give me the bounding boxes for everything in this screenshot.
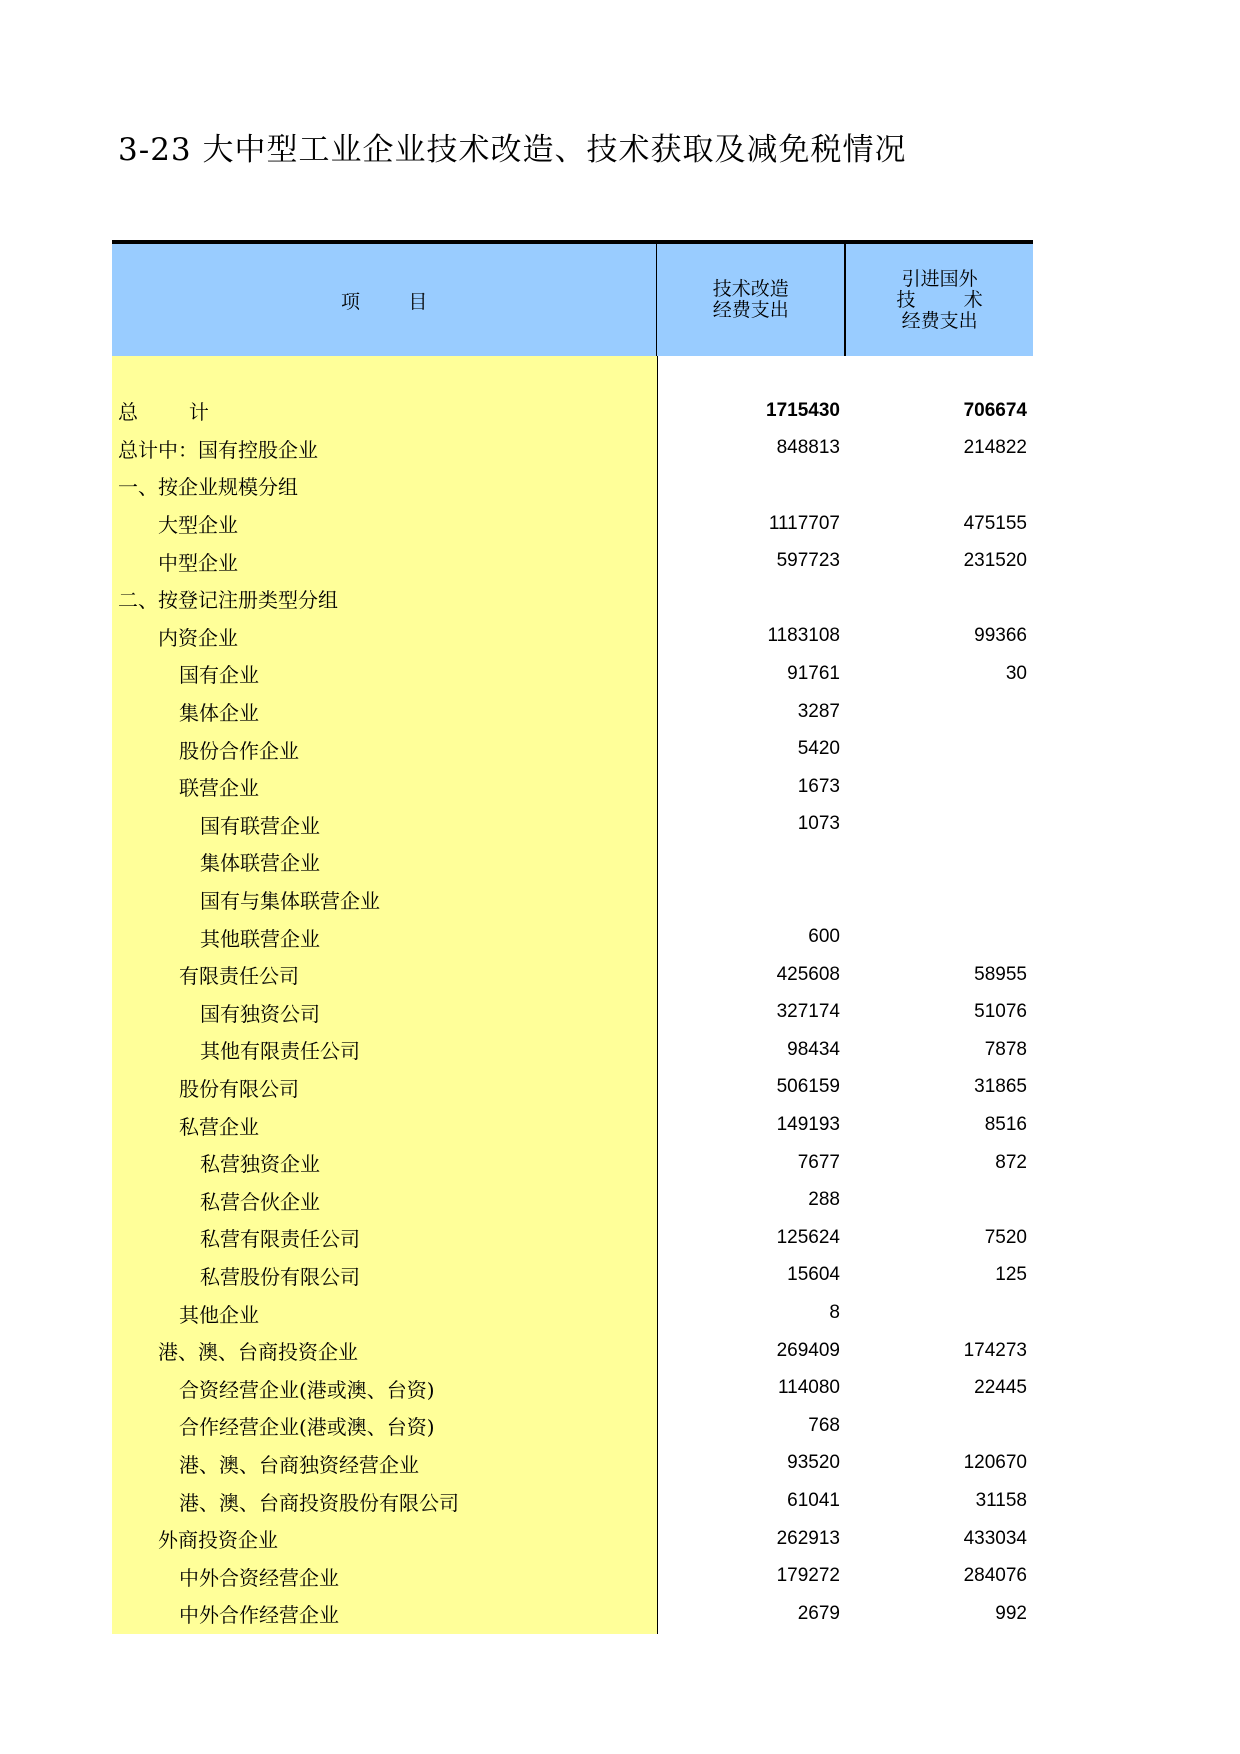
table-row bbox=[112, 693, 1033, 731]
row-label: 集体联营企业 bbox=[200, 851, 320, 876]
tech-renovation-value: 597723 bbox=[776, 550, 840, 572]
foreign-tech-import-value: 58955 bbox=[974, 963, 1027, 985]
tech-renovation-value: 15604 bbox=[787, 1264, 840, 1286]
row-label: 内资企业 bbox=[158, 625, 238, 650]
tech-renovation-value: 125624 bbox=[776, 1226, 840, 1248]
row-label: 股份合作企业 bbox=[179, 738, 299, 763]
table-row bbox=[112, 1557, 1033, 1595]
header-col1-cell bbox=[657, 244, 846, 356]
tech-renovation-value: 114080 bbox=[778, 1377, 840, 1399]
table-row bbox=[112, 1520, 1033, 1558]
row-label: 外商投资企业 bbox=[158, 1528, 278, 1553]
row-label: 私营企业 bbox=[179, 1114, 259, 1139]
foreign-tech-import-value: 8516 bbox=[984, 1114, 1027, 1136]
tech-renovation-value: 768 bbox=[808, 1414, 840, 1436]
table-row bbox=[112, 994, 1033, 1032]
row-label: 大型企业 bbox=[158, 513, 238, 538]
data-table bbox=[112, 240, 1033, 1633]
tech-renovation-value: 288 bbox=[808, 1189, 840, 1211]
foreign-tech-import-value: 22445 bbox=[974, 1377, 1027, 1399]
table-row bbox=[112, 1332, 1033, 1370]
header-col2-cell bbox=[846, 244, 1033, 356]
tech-renovation-value: 425608 bbox=[776, 963, 840, 985]
row-label: 其他联营企业 bbox=[200, 926, 320, 951]
header-item-label: 项 目 bbox=[341, 290, 428, 313]
table-row bbox=[112, 1069, 1033, 1107]
table-row bbox=[112, 392, 1033, 430]
row-label: 私营独资企业 bbox=[200, 1152, 320, 1177]
row-label: 有限责任公司 bbox=[179, 964, 299, 989]
table-row bbox=[112, 730, 1033, 768]
row-label: 总 计 bbox=[118, 400, 209, 425]
table-row bbox=[112, 956, 1033, 994]
tech-renovation-value: 61041 bbox=[787, 1490, 840, 1512]
foreign-tech-import-value: 872 bbox=[995, 1151, 1027, 1173]
foreign-tech-import-value: 51076 bbox=[974, 1001, 1027, 1023]
foreign-tech-import-value: 284076 bbox=[963, 1565, 1027, 1587]
tech-renovation-value: 91761 bbox=[787, 662, 840, 684]
table-row bbox=[112, 1407, 1033, 1445]
row-label: 其他有限责任公司 bbox=[200, 1039, 360, 1064]
table-row bbox=[112, 655, 1033, 693]
foreign-tech-import-value: 7520 bbox=[984, 1226, 1027, 1248]
tech-renovation-value: 5420 bbox=[797, 738, 840, 760]
row-label: 集体企业 bbox=[179, 701, 259, 726]
tech-renovation-value: 179272 bbox=[776, 1565, 840, 1587]
row-label: 合资经营企业(港或澳、台资) bbox=[179, 1377, 435, 1402]
foreign-tech-import-value: 174273 bbox=[963, 1339, 1027, 1361]
tech-renovation-value: 848813 bbox=[776, 437, 840, 459]
table-row bbox=[112, 768, 1033, 806]
table-row bbox=[112, 1106, 1033, 1144]
row-label: 总计中：国有控股企业 bbox=[118, 437, 318, 462]
tech-renovation-value: 2679 bbox=[797, 1602, 840, 1624]
tech-renovation-value: 149193 bbox=[776, 1114, 840, 1136]
foreign-tech-import-value: 31158 bbox=[975, 1490, 1027, 1512]
tech-renovation-value: 1183108 bbox=[767, 625, 840, 647]
table-row bbox=[112, 467, 1033, 505]
tech-renovation-value: 7677 bbox=[797, 1151, 840, 1173]
tech-renovation-value: 1117707 bbox=[768, 512, 840, 534]
tech-renovation-value: 1073 bbox=[797, 813, 840, 835]
table-row bbox=[112, 1031, 1033, 1069]
row-label: 合作经营企业(港或澳、台资) bbox=[179, 1415, 435, 1440]
table-row bbox=[112, 542, 1033, 580]
row-label: 国有企业 bbox=[179, 663, 259, 688]
foreign-tech-import-value: 125 bbox=[995, 1264, 1027, 1286]
foreign-tech-import-value: 120670 bbox=[963, 1452, 1027, 1474]
row-label: 私营股份有限公司 bbox=[200, 1264, 360, 1289]
header-col2-line: 技 术 bbox=[896, 288, 983, 311]
table-row bbox=[112, 1257, 1033, 1295]
table-row bbox=[112, 1144, 1033, 1182]
row-label: 二、按登记注册类型分组 bbox=[118, 588, 338, 613]
row-label: 中外合资经营企业 bbox=[179, 1565, 339, 1590]
table-row bbox=[112, 1482, 1033, 1520]
table-body bbox=[112, 356, 1033, 1633]
page-title: 3-23 大中型工业企业技术改造、技术获取及减免税情况 bbox=[118, 132, 907, 168]
table-row bbox=[112, 881, 1033, 919]
header-col2-line: 经费支出 bbox=[901, 309, 978, 332]
table-rows bbox=[112, 356, 1033, 1633]
row-label: 港、澳、台商投资股份有限公司 bbox=[179, 1490, 459, 1515]
row-label: 联营企业 bbox=[179, 776, 259, 801]
table-row bbox=[112, 505, 1033, 543]
table-row bbox=[112, 1445, 1033, 1483]
row-label: 股份有限公司 bbox=[179, 1076, 299, 1101]
tech-renovation-value: 327174 bbox=[776, 1001, 840, 1023]
table-row bbox=[112, 918, 1033, 956]
row-label: 私营合伙企业 bbox=[200, 1189, 320, 1214]
foreign-tech-import-value: 7878 bbox=[984, 1038, 1027, 1060]
header-col2-line: 引进国外 bbox=[901, 267, 978, 290]
row-label: 港、澳、台商独资经营企业 bbox=[179, 1452, 419, 1477]
row-label: 一、按企业规模分组 bbox=[118, 475, 298, 500]
header-col1-line: 经费支出 bbox=[712, 299, 789, 321]
foreign-tech-import-value: 214822 bbox=[963, 437, 1027, 459]
table-row bbox=[112, 1595, 1033, 1633]
table-row bbox=[112, 1369, 1033, 1407]
tech-renovation-value: 1673 bbox=[797, 775, 840, 797]
table-header bbox=[112, 244, 1033, 356]
row-label: 国有与集体联营企业 bbox=[200, 889, 380, 914]
row-label: 中型企业 bbox=[158, 550, 238, 575]
row-label: 中外合作经营企业 bbox=[179, 1603, 339, 1628]
row-label: 国有联营企业 bbox=[200, 813, 320, 838]
tech-renovation-value: 506159 bbox=[776, 1076, 840, 1098]
row-label: 其他企业 bbox=[179, 1302, 259, 1327]
row-label: 港、澳、台商投资企业 bbox=[158, 1340, 358, 1365]
table-row bbox=[112, 806, 1033, 844]
table-row bbox=[112, 1294, 1033, 1332]
table-row bbox=[112, 843, 1033, 881]
foreign-tech-import-value: 231520 bbox=[963, 550, 1027, 572]
foreign-tech-import-value: 475155 bbox=[963, 512, 1027, 534]
tech-renovation-value: 8 bbox=[829, 1302, 840, 1324]
tech-renovation-value: 269409 bbox=[776, 1339, 840, 1361]
foreign-tech-import-value: 99366 bbox=[974, 625, 1027, 647]
tech-renovation-value: 600 bbox=[808, 926, 840, 948]
table-row bbox=[112, 1219, 1033, 1257]
tech-renovation-value: 3287 bbox=[797, 700, 840, 722]
header-col1-line: 技术改造 bbox=[712, 278, 789, 300]
row-label: 国有独资公司 bbox=[200, 1001, 320, 1026]
foreign-tech-import-value: 433034 bbox=[963, 1527, 1027, 1549]
tech-renovation-value: 98434 bbox=[787, 1038, 840, 1060]
table-row bbox=[112, 580, 1033, 618]
foreign-tech-import-value: 992 bbox=[995, 1602, 1027, 1624]
tech-renovation-value: 1715430 bbox=[766, 399, 840, 421]
row-label: 私营有限责任公司 bbox=[200, 1227, 360, 1252]
table-row bbox=[112, 1181, 1033, 1219]
foreign-tech-import-value: 31865 bbox=[974, 1076, 1027, 1098]
foreign-tech-import-value: 706674 bbox=[963, 399, 1027, 421]
table-row bbox=[112, 430, 1033, 468]
tech-renovation-value: 262913 bbox=[776, 1527, 840, 1549]
header-item-cell bbox=[112, 244, 657, 356]
foreign-tech-import-value: 30 bbox=[1005, 662, 1027, 684]
tech-renovation-value: 93520 bbox=[787, 1452, 840, 1474]
table-row bbox=[112, 618, 1033, 656]
